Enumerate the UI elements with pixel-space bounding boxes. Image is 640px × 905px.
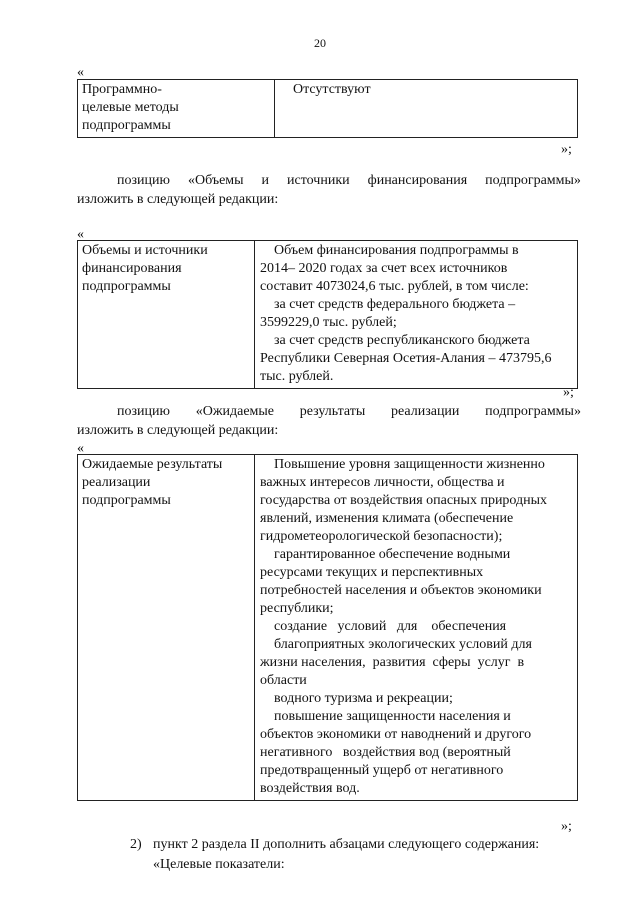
paragraph-line: изложить в следующей редакции: xyxy=(77,423,279,438)
table-value-cell xyxy=(255,455,578,801)
paragraph-financing-position xyxy=(77,171,581,209)
value-line: республики; xyxy=(260,601,334,616)
quote-close-3: »; xyxy=(561,819,572,834)
value-line: явлений, изменения климата (обеспечение xyxy=(260,511,514,526)
label-line: целевые методы xyxy=(82,100,179,115)
label-line: подпрограммы xyxy=(82,118,171,133)
value-line: потребностей населения и объектов экономики xyxy=(260,583,542,598)
value-line: водного туризма и рекреации; xyxy=(274,691,453,706)
value-line: за счет средств федерального бюджета – xyxy=(274,297,516,312)
label-line: Ожидаемые результаты xyxy=(82,457,223,472)
word: подпрограммы» xyxy=(485,404,581,419)
label-line: Объемы и источники xyxy=(82,243,208,258)
value-line: объектов экономики от наводнений и другого xyxy=(260,727,532,742)
table-label-cell xyxy=(78,241,255,389)
word: позицию xyxy=(117,173,170,188)
word: источники xyxy=(287,173,350,188)
label-line: финансирования xyxy=(82,261,182,276)
value-line: тыс. рублей. xyxy=(260,369,334,384)
value-line: предотвращенный ущерб от негативного xyxy=(260,763,504,778)
value-line: важных интересов личности, общества и xyxy=(260,475,505,490)
quote-close-1: »; xyxy=(561,142,572,157)
table-financing xyxy=(77,240,578,389)
value-line: Повышение уровня защищенности жизненно xyxy=(274,457,545,472)
value-line: создание условий для обеспечения xyxy=(274,619,507,634)
table-expected-results xyxy=(77,454,578,801)
word: и xyxy=(261,173,270,188)
value-line: воздействия вод. xyxy=(260,781,360,796)
value-line: Республики Северная Осетия-Алания – 473795,6 xyxy=(260,351,552,366)
paragraph-line: изложить в следующей редакции: xyxy=(77,192,279,207)
list-item-continuation: «Целевые показатели: xyxy=(153,857,285,872)
value-line: жизни населения, развития сферы услуг в xyxy=(260,655,525,670)
value-line: Объем финансирования подпрограммы в xyxy=(274,243,519,258)
value-line: гидрометеорологической безопасности); xyxy=(260,529,503,544)
word: результаты xyxy=(299,404,366,419)
value-line: повышение защищенности населения и xyxy=(274,709,511,724)
table-program-methods xyxy=(77,79,578,138)
word: «Ожидаемые xyxy=(195,404,275,419)
quote-close-2: »; xyxy=(563,385,574,400)
page-number: 20 xyxy=(314,36,326,50)
value-line: благоприятных экологических условий для xyxy=(274,637,532,652)
quote-open-3: « xyxy=(77,441,84,456)
label-line: Программно- xyxy=(82,82,162,97)
value-line: государства от воздействия опасных природных xyxy=(260,493,548,508)
word: реализации xyxy=(391,404,460,419)
word: подпрограммы» xyxy=(485,173,581,188)
table-label-cell xyxy=(78,455,255,801)
paragraph-expected-results-position xyxy=(77,402,581,440)
value-text: Отсутствуют xyxy=(293,82,371,97)
value-line: 2014– 2020 годах за счет всех источников xyxy=(260,261,508,276)
table-value-cell xyxy=(275,80,578,138)
label-line: реализации xyxy=(82,475,151,490)
value-line: составит 4073024,6 тыс. рублей, в том числе: xyxy=(260,279,529,294)
quote-open-1: « xyxy=(77,65,84,80)
table-label-cell xyxy=(78,80,275,138)
value-line: ресурсами текущих и перспективных xyxy=(260,565,484,580)
value-line: за счет средств республиканского бюджета xyxy=(274,333,530,348)
word: «Объемы xyxy=(187,173,244,188)
value-line: негативного воздействия вод (вероятный xyxy=(260,745,511,760)
quote-open-2: « xyxy=(77,227,84,242)
value-line: гарантированное обеспечение водными xyxy=(274,547,511,562)
value-line: 3599229,0 тыс. рублей; xyxy=(260,315,397,330)
label-line: подпрограммы xyxy=(82,279,171,294)
list-item-text: пункт 2 раздела II дополнить абзацами следующего содержания: xyxy=(153,837,540,852)
list-item-number: 2) xyxy=(130,837,142,852)
word: финансирования xyxy=(367,173,468,188)
value-line: области xyxy=(260,673,307,688)
table-value-cell xyxy=(255,241,578,389)
label-line: подпрограммы xyxy=(82,493,171,508)
word: позицию xyxy=(117,404,170,419)
